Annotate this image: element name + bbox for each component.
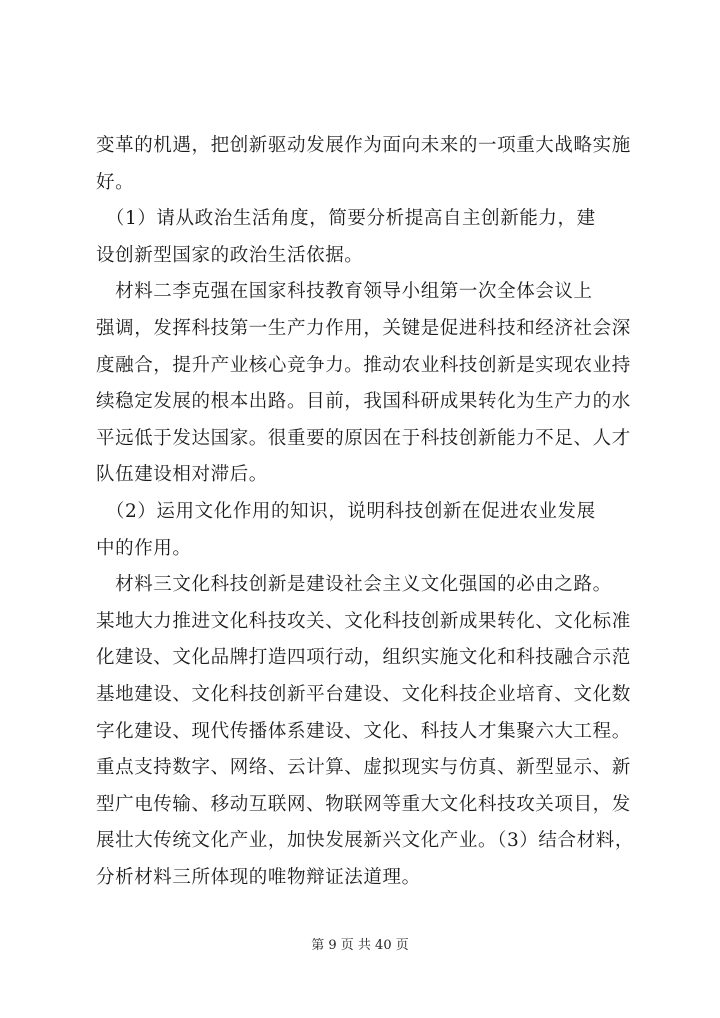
text-line: 型广电传输、移动互联网、物联网等重大文化科技攻关项目，发	[96, 793, 631, 815]
body-text	[96, 128, 644, 896]
text-line: 强调，发挥科技第一生产力作用，关键是促进科技和经济社会深	[96, 317, 631, 339]
text-line: 好。	[96, 171, 135, 193]
text-line: 分析材料三所体现的唯物辩证法道理。	[96, 866, 421, 888]
text-line: 队伍建设相对滞后。	[96, 464, 268, 486]
text-line: 变革的机遇，把创新驱动发展作为面向未来的一项重大战略实施	[96, 135, 631, 156]
text-line: 续稳定发展的根本出路。目前，我国科研成果转化为生产力的水	[96, 391, 631, 413]
text-line: 展壮大传统文化产业，加快发展新兴文化产业。（3）结合材料，	[96, 830, 634, 852]
question-2-line: （2）运用文化作用的知识，说明科技创新在促进农业发展	[96, 500, 596, 522]
text-line: 度融合，提升产业核心竞争力。推动农业科技创新是实现农业持	[96, 354, 631, 376]
material-2-line: 材料二李克强在国家科技教育领导小组第一次全体会议上	[96, 281, 593, 303]
text-line: 平远低于发达国家。很重要的原因在于科技创新能力不足、人才	[96, 427, 631, 449]
text-line: 某地大力推进文化科技攻关、文化科技创新成果转化、文化标准	[96, 610, 631, 632]
text-line: 字化建设、现代传播体系建设、文化、科技人才集聚六大工程。	[96, 720, 631, 742]
text-line: 化建设、文化品牌打造四项行动，组织实施文化和科技融合示范	[96, 647, 631, 669]
text-line: 基地建设、文化科技创新平台建设、文化科技企业培育、文化数	[96, 683, 631, 705]
text-line: 设创新型国家的政治生活依据。	[96, 244, 364, 266]
text-line: 中的作用。	[96, 537, 192, 559]
text-line: 重点支持数字、网络、云计算、虚拟现实与仿真、新型显示、新	[96, 757, 631, 779]
question-1-line: （1）请从政治生活角度，简要分析提高自主创新能力，建	[96, 208, 596, 230]
material-3-line: 材料三文化科技创新是建设社会主义文化强国的必由之路。	[96, 574, 612, 596]
page-number-footer: 第 9 页 共 40 页	[311, 938, 409, 953]
